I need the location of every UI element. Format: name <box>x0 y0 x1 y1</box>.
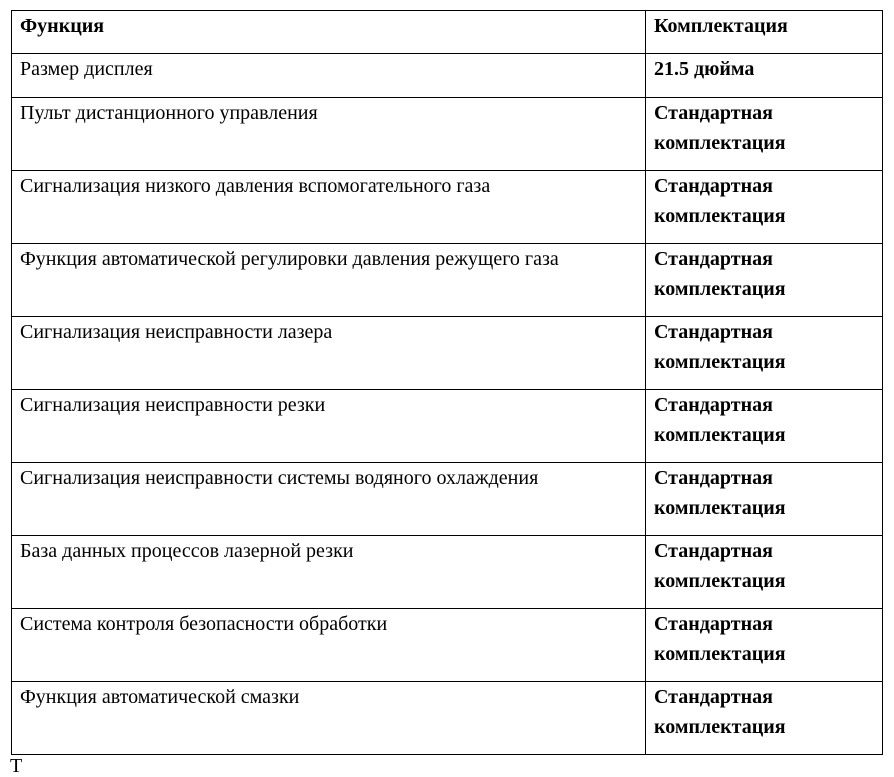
value-cell: Стандартная комплектация <box>646 609 883 682</box>
header-equipment: Комплектация <box>646 11 883 54</box>
feature-cell: Функция автоматической смазки <box>12 682 646 755</box>
feature-cell: Сигнализация низкого давления вспомогательного газа <box>12 171 646 244</box>
feature-cell: Сигнализация неисправности системы водяного охлаждения <box>12 463 646 536</box>
table-row <box>12 463 883 536</box>
feature-cell: Система контроля безопасности обработки <box>12 609 646 682</box>
table-row <box>12 682 883 755</box>
feature-cell: Размер дисплея <box>12 54 646 98</box>
table-row <box>12 244 883 317</box>
feature-cell: База данных процессов лазерной резки <box>12 536 646 609</box>
value-cell: Стандартная комплектация <box>646 98 883 171</box>
value-cell: Стандартная комплектация <box>646 317 883 390</box>
header-row <box>12 11 883 54</box>
spec-table <box>11 10 883 755</box>
header-feature: Функция <box>12 11 646 54</box>
value-cell: Стандартная комплектация <box>646 171 883 244</box>
table-row <box>12 98 883 171</box>
value-cell: Стандартная комплектация <box>646 463 883 536</box>
feature-cell: Функция автоматической регулировки давления режущего газа <box>12 244 646 317</box>
value-cell: Стандартная комплектация <box>646 536 883 609</box>
value-cell: Стандартная комплектация <box>646 390 883 463</box>
table-row <box>12 171 883 244</box>
trailing-text: Т <box>10 755 23 777</box>
table-row <box>12 609 883 682</box>
value-cell: Стандартная комплектация <box>646 682 883 755</box>
table-row <box>12 317 883 390</box>
table-row <box>12 54 883 98</box>
feature-cell: Сигнализация неисправности лазера <box>12 317 646 390</box>
feature-cell: Сигнализация неисправности резки <box>12 390 646 463</box>
table-row <box>12 390 883 463</box>
table-row <box>12 536 883 609</box>
feature-cell: Пульт дистанционного управления <box>12 98 646 171</box>
value-cell: Стандартная комплектация <box>646 244 883 317</box>
value-cell: 21.5 дюйма <box>646 54 883 98</box>
